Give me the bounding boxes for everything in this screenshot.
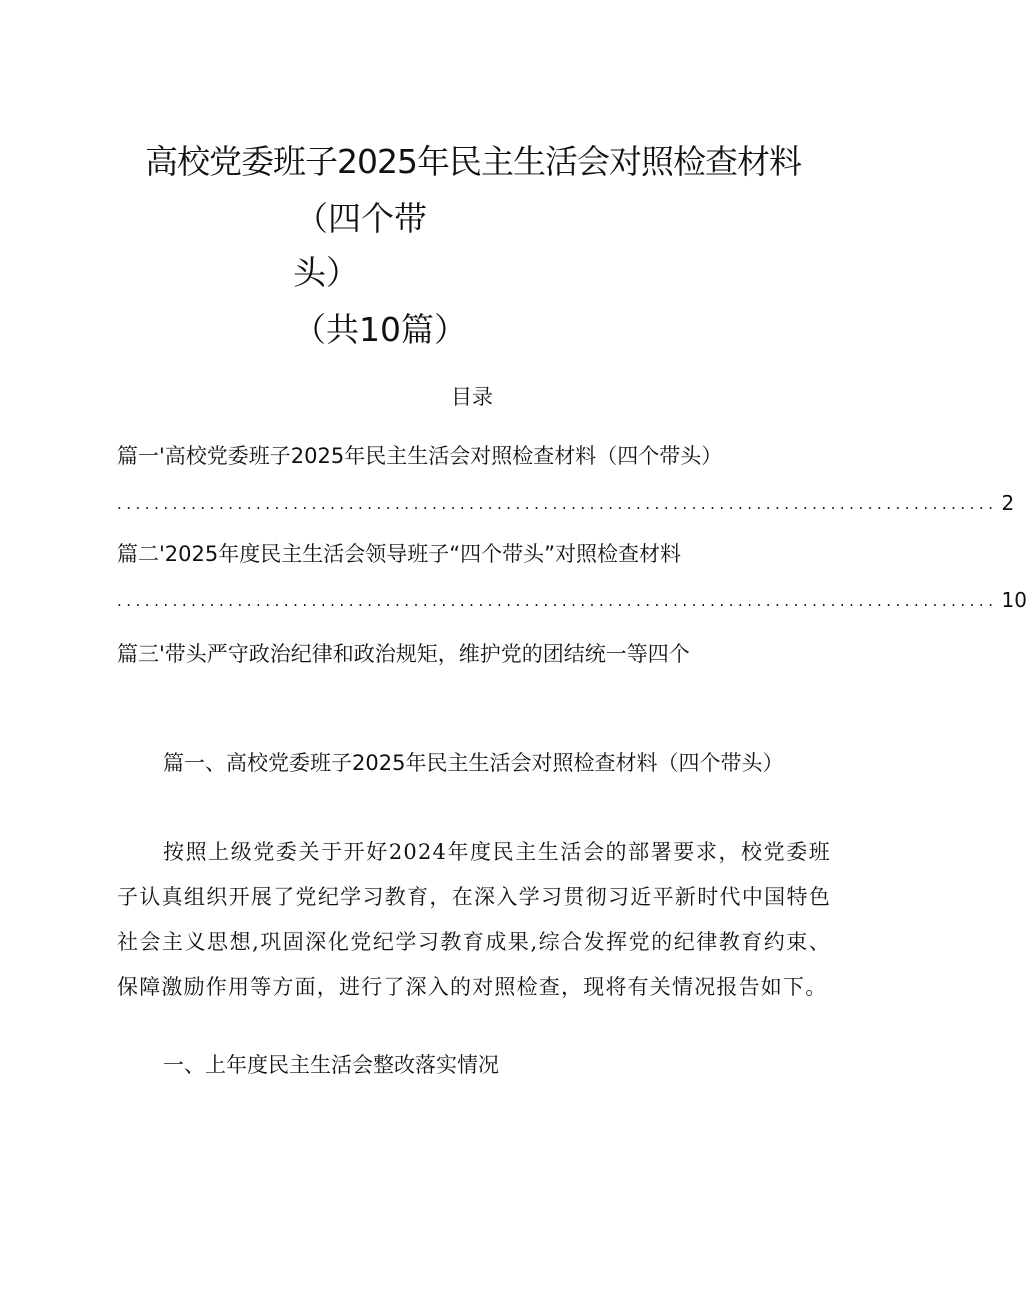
- section-title: 篇一、高校党委班子2025年民主生活会对照检查材料（四个带头）: [163, 751, 784, 775]
- body-paragraph: 按照上级党委关于开好2024年度民主生活会的部署要求，校党委班子认真组织开展了党纪学习教育，在深入学习贯彻习近平新时代中国特色社会主义思想,巩固深化党纪学习教育成果,综合发挥党的纪律教育约束、保障激励作用等方面，进行了深入的对照检查，现将有关情况报告如下。: [117, 840, 831, 999]
- toc-item-1[interactable]: 篇一'高校党委班子2025年民主生活会对照检查材料（四个带头）: [117, 444, 723, 468]
- document-title-subtitle-part1: （四个带: [295, 199, 427, 238]
- toc-heading: 目录: [451, 385, 493, 409]
- sub-heading: 一、上年度民主生活会整改落实情况: [163, 1053, 499, 1077]
- toc-item-2[interactable]: 篇二'2025年度民主生活会领导班子“四个带头”对照检查材料: [117, 542, 681, 566]
- toc-item-2-leader: [117, 584, 1027, 612]
- toc-dot-leader: ...............................................................................................: [117, 592, 998, 610]
- document-title: 高校党委班子2025年民主生活会对照检查材料: [145, 142, 801, 181]
- toc-item-2-page[interactable]: 10: [1001, 588, 1027, 612]
- toc-item-1-page[interactable]: 2: [1001, 491, 1015, 515]
- toc-dot-leader: ...............................................................................................: [117, 495, 998, 513]
- toc-item-3[interactable]: 篇三'带头严守政治纪律和政治规矩，维护党的团结统一等四个: [117, 642, 690, 666]
- toc-item-1-leader: [117, 487, 1015, 515]
- document-article-count: （共10篇）: [293, 310, 467, 349]
- document-title-subtitle-part2: 头）: [293, 253, 359, 292]
